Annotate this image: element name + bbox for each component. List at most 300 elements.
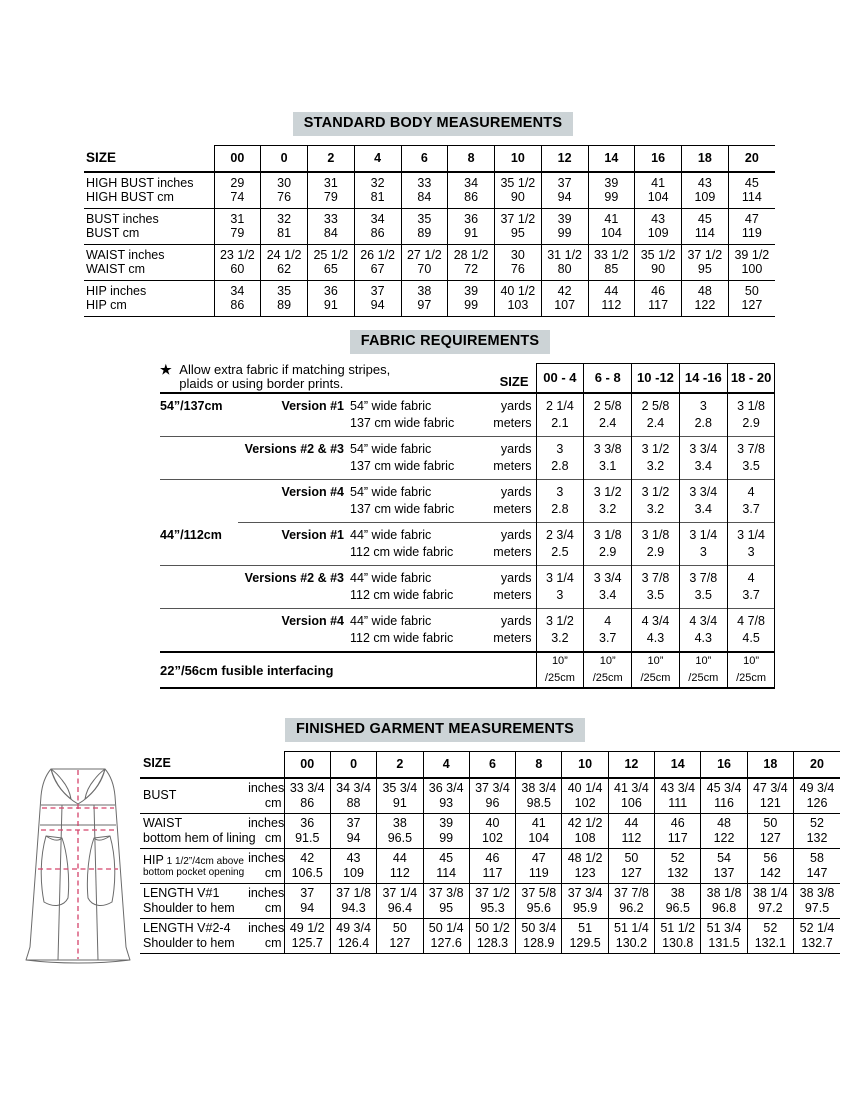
val-cm: 114 bbox=[741, 190, 762, 204]
finished-header-row bbox=[140, 751, 840, 778]
fabric-yards-cell-5-2: 4 3/4 bbox=[632, 609, 680, 631]
fabric-meters-cell-3-1: 2.9 bbox=[584, 544, 632, 566]
finished-size-col-7: 12 bbox=[608, 751, 654, 778]
val-cm: 104 bbox=[600, 226, 622, 240]
val-cm: 94.3 bbox=[341, 900, 366, 915]
standard-cell-2-4 bbox=[401, 244, 448, 280]
standard-cell-3-10 bbox=[682, 280, 729, 316]
standard-cell-3-2 bbox=[308, 280, 355, 316]
val-cm: 91 bbox=[392, 795, 407, 810]
val-inches: 50 bbox=[763, 815, 778, 830]
val-cm: 127 bbox=[759, 830, 781, 845]
standard-cell-0-5 bbox=[448, 172, 495, 209]
val-cm: 126.4 bbox=[337, 935, 370, 950]
standard-cell-1-9 bbox=[635, 208, 682, 244]
val-cm: 89 bbox=[417, 226, 432, 240]
val-cm: 70 bbox=[417, 262, 432, 276]
fabric-yards-cell-0-4: 3 1/8 bbox=[727, 393, 775, 415]
finished-size-col-10: 18 bbox=[747, 751, 793, 778]
val-inches: 32 bbox=[277, 211, 292, 226]
val-inches: 47 bbox=[531, 850, 546, 865]
val-inches: 37 1/2 bbox=[475, 885, 510, 900]
val-cm: 97.2 bbox=[758, 900, 783, 915]
val-cm: 106 bbox=[620, 795, 642, 810]
fabric-width-label-1 bbox=[160, 437, 238, 459]
unit-cm: cm bbox=[264, 935, 282, 950]
fabric-size-range-4: 18 - 20 bbox=[727, 363, 775, 393]
finished-size-col-9: 16 bbox=[701, 751, 747, 778]
finished-table-body bbox=[140, 778, 840, 954]
fabric-row-meters-4 bbox=[160, 587, 775, 609]
val-inches: 33 bbox=[417, 175, 432, 190]
fabric-width-label-5 bbox=[160, 609, 238, 631]
val-inches: 35 bbox=[417, 211, 432, 226]
val-cm: 132.1 bbox=[754, 935, 786, 950]
fabric-width-label-2 bbox=[160, 480, 238, 502]
val-inches: 43 bbox=[651, 211, 666, 226]
finished-cell-0-11 bbox=[794, 778, 840, 814]
val-cm: 99 bbox=[604, 190, 619, 204]
val-cm: 93 bbox=[439, 795, 454, 810]
standard-cell-1-6 bbox=[495, 208, 542, 244]
standard-row-label-3 bbox=[84, 280, 214, 316]
val-inches: 50 bbox=[624, 850, 639, 865]
fabric-width-desc-yards-3: 44” wide fabric bbox=[350, 523, 490, 545]
val-cm: 88 bbox=[346, 795, 361, 810]
val-inches: 35 bbox=[277, 283, 292, 298]
val-cm: 76 bbox=[510, 262, 525, 276]
val-inches: 32 bbox=[370, 175, 385, 190]
label-inches: BUST inches bbox=[86, 211, 159, 226]
finished-row-2 bbox=[140, 848, 840, 883]
fabric-meters-cell-0-1: 2.4 bbox=[584, 415, 632, 437]
finished-cell-2-5 bbox=[516, 848, 562, 883]
finished-cell-2-3 bbox=[423, 848, 469, 883]
fabric-version-spacer-1 bbox=[238, 458, 350, 480]
unit-cm: cm bbox=[264, 900, 282, 915]
val-cm: 117 bbox=[667, 830, 688, 845]
dress-left-pocket bbox=[41, 836, 68, 905]
standard-cell-0-6 bbox=[495, 172, 542, 209]
standard-cell-2-9 bbox=[635, 244, 682, 280]
val-inches: 44 bbox=[624, 815, 639, 830]
val-inches: 41 bbox=[531, 815, 546, 830]
standard-cell-1-5 bbox=[448, 208, 495, 244]
fabric-yards-cell-3-1: 3 1/8 bbox=[584, 523, 632, 545]
finished-cell-2-4 bbox=[469, 848, 515, 883]
val-inches: 45 bbox=[744, 175, 759, 190]
standard-size-col-8: 14 bbox=[588, 145, 635, 172]
val-inches: 27 1/2 bbox=[406, 247, 442, 262]
fabric-note-star: ★ bbox=[160, 362, 172, 377]
fabric-meters-cell-5-1: 3.7 bbox=[584, 630, 632, 652]
val-cm: 104 bbox=[528, 830, 550, 845]
fabric-width-desc-yards-2: 54” wide fabric bbox=[350, 480, 490, 502]
val-inches: 37 bbox=[346, 815, 361, 830]
finished-size-col-3: 4 bbox=[423, 751, 469, 778]
val-inches: 54 bbox=[717, 850, 731, 865]
fabric-version-spacer-2 bbox=[238, 501, 350, 523]
val-cm: 131.5 bbox=[708, 935, 740, 950]
val-cm: 84 bbox=[417, 190, 432, 204]
finished-cell-1-5 bbox=[516, 813, 562, 848]
val-inches: 50 bbox=[744, 283, 759, 298]
fabric-width-spacer-1 bbox=[160, 458, 238, 480]
standard-measurements-table bbox=[84, 145, 775, 317]
finished-size-col-11: 20 bbox=[794, 751, 840, 778]
finished-row-label-1 bbox=[140, 813, 256, 848]
fabric-header-row bbox=[160, 363, 775, 393]
val-cm: 84 bbox=[323, 226, 338, 240]
val-inches: 48 1/2 bbox=[567, 850, 603, 865]
standard-size-col-1: 0 bbox=[261, 145, 308, 172]
val-cm: 67 bbox=[370, 262, 385, 276]
standard-cell-3-4 bbox=[401, 280, 448, 316]
val-inches: 47 bbox=[744, 211, 759, 226]
fabric-meters-cell-2-1: 3.2 bbox=[584, 501, 632, 523]
standard-cell-2-3 bbox=[354, 244, 401, 280]
finished-cell-1-3 bbox=[423, 813, 469, 848]
fabric-meters-cell-0-0: 2.1 bbox=[536, 415, 584, 437]
fabric-width-desc-meters-3: 112 cm wide fabric bbox=[350, 545, 454, 559]
val-cm: 100 bbox=[741, 262, 763, 276]
standard-cell-3-11 bbox=[728, 280, 775, 316]
val-cm: 127 bbox=[620, 865, 642, 880]
val-inches: 37 3/4 bbox=[475, 780, 510, 795]
fabric-version-label-0: Version #1 bbox=[281, 399, 344, 413]
finished-measurements-table bbox=[140, 751, 840, 954]
finished-cell-2-1 bbox=[330, 848, 376, 883]
finished-table-head bbox=[140, 751, 840, 778]
val-cm: 85 bbox=[604, 262, 619, 276]
standard-row-label-2 bbox=[84, 244, 214, 280]
fabric-version-label-3: Version #1 bbox=[238, 523, 350, 545]
finished-row-label-4 bbox=[140, 918, 248, 953]
fabric-meters-cell-2-3: 3.4 bbox=[679, 501, 727, 523]
val-inches: 39 bbox=[557, 211, 572, 226]
fabric-unit-yards-3: yards bbox=[490, 523, 536, 545]
val-inches: 38 bbox=[417, 283, 432, 298]
fabric-row-yards-4 bbox=[160, 566, 775, 588]
finished-cell-3-9 bbox=[701, 883, 747, 918]
finished-cell-1-11 bbox=[794, 813, 840, 848]
finished-cell-0-9 bbox=[701, 778, 747, 814]
val-cm: 127 bbox=[389, 935, 411, 950]
finished-row-sub: Shoulder to hem bbox=[143, 900, 235, 915]
finished-cell-0-10 bbox=[747, 778, 793, 814]
val-cm: 99 bbox=[557, 226, 572, 240]
val-cm: 112 bbox=[621, 830, 642, 845]
fabric-row-yards-1 bbox=[160, 437, 775, 459]
standard-cell-2-5 bbox=[448, 244, 495, 280]
fabric-yards-cell-5-1: 4 bbox=[584, 609, 632, 631]
fabric-width-label-0: 54”/137cm bbox=[160, 399, 223, 413]
val-inches: 33 3/4 bbox=[289, 780, 325, 795]
finished-cell-3-7 bbox=[608, 883, 654, 918]
standard-cell-3-3 bbox=[354, 280, 401, 316]
standard-size-col-0: 00 bbox=[214, 145, 261, 172]
val-inches: 38 1/4 bbox=[752, 885, 788, 900]
fabric-unit-meters-3: meters bbox=[493, 545, 532, 559]
fabric-unit-yards-0: yards bbox=[500, 399, 532, 413]
fabric-yards-cell-0-3: 3 bbox=[679, 393, 727, 415]
val-cm: 90 bbox=[651, 262, 666, 276]
val-inches: 51 bbox=[578, 920, 593, 935]
val-cm: 96.2 bbox=[619, 900, 644, 915]
finished-size-col-2: 2 bbox=[377, 751, 423, 778]
val-cm: 80 bbox=[557, 262, 572, 276]
fabric-meters-cell-0-3: 2.8 bbox=[679, 415, 727, 437]
val-inches: 31 1/2 bbox=[547, 247, 582, 262]
fabric-row-yards-2 bbox=[160, 480, 775, 502]
finished-cell-4-1 bbox=[330, 918, 376, 953]
fabric-unit-meters-2: meters bbox=[493, 502, 532, 516]
standard-row-2 bbox=[84, 244, 775, 280]
standard-cell-3-7 bbox=[541, 280, 588, 316]
standard-cell-1-7 bbox=[541, 208, 588, 244]
finished-cell-4-4 bbox=[469, 918, 515, 953]
finished-cell-1-2 bbox=[377, 813, 423, 848]
val-cm: 132 bbox=[806, 830, 828, 845]
finished-cell-4-8 bbox=[655, 918, 701, 953]
val-inches: 25 1/2 bbox=[313, 247, 349, 262]
standard-row-label-1 bbox=[84, 208, 214, 244]
val-cm: 95 bbox=[439, 900, 454, 915]
finished-cell-3-8 bbox=[655, 883, 701, 918]
val-cm: 137 bbox=[713, 865, 735, 880]
val-cm: 109 bbox=[694, 190, 716, 204]
fabric-version-spacer-3 bbox=[238, 544, 350, 566]
val-cm: 97.5 bbox=[804, 900, 830, 915]
dress-right-pocket bbox=[87, 836, 114, 905]
val-inches: 51 1/4 bbox=[614, 920, 649, 935]
standard-size-label: SIZE bbox=[86, 149, 117, 165]
standard-size-col-3: 4 bbox=[354, 145, 401, 172]
val-cm: 72 bbox=[464, 262, 479, 276]
finished-cell-3-2 bbox=[377, 883, 423, 918]
val-inches: 31 bbox=[323, 175, 338, 190]
val-cm: 96 bbox=[485, 795, 500, 810]
val-inches: 39 bbox=[604, 175, 619, 190]
fabric-interfacing-cell-2: 10” /25cm bbox=[632, 652, 680, 688]
finished-row-3 bbox=[140, 883, 840, 918]
fabric-width-spacer-3 bbox=[160, 544, 238, 566]
fabric-version-spacer-0 bbox=[238, 415, 350, 437]
val-inches: 50 1/2 bbox=[475, 920, 510, 935]
fabric-yards-cell-1-1: 3 3/8 bbox=[584, 437, 632, 459]
val-cm: 117 bbox=[482, 865, 503, 880]
fabric-meters-cell-1-2: 3.2 bbox=[632, 458, 680, 480]
finished-cell-1-7 bbox=[608, 813, 654, 848]
val-inches: 38 bbox=[670, 885, 685, 900]
fabric-meters-cell-3-4: 3 bbox=[727, 544, 775, 566]
fabric-unit-yards-5: yards bbox=[490, 609, 536, 631]
finished-units-0 bbox=[248, 778, 284, 814]
finished-cell-3-0 bbox=[284, 883, 330, 918]
standard-cell-0-3 bbox=[354, 172, 401, 209]
standard-table-head bbox=[84, 145, 775, 172]
val-inches: 37 1/4 bbox=[382, 885, 418, 900]
fabric-meters-cell-1-3: 3.4 bbox=[679, 458, 727, 480]
finished-row-sub2: bottom pocket opening bbox=[143, 866, 245, 878]
fabric-unit-yards-1: yards bbox=[490, 437, 536, 459]
fabric-version-spacer-5 bbox=[238, 630, 350, 652]
fabric-version-label-4: Versions #2 & #3 bbox=[238, 566, 350, 588]
val-cm: 108 bbox=[574, 830, 596, 845]
fabric-yards-cell-2-4: 4 bbox=[727, 480, 775, 502]
fabric-row-meters-3 bbox=[160, 544, 775, 566]
val-cm: 111 bbox=[668, 795, 688, 810]
val-inches: 49 3/4 bbox=[799, 780, 835, 795]
finished-row-name: BUST bbox=[143, 788, 177, 802]
val-cm: 128.9 bbox=[523, 935, 555, 950]
val-inches: 43 bbox=[346, 850, 361, 865]
fabric-meters-cell-5-3: 4.3 bbox=[679, 630, 727, 652]
standard-cell-2-7 bbox=[541, 244, 588, 280]
fabric-yards-cell-2-1: 3 1/2 bbox=[584, 480, 632, 502]
standard-header-row bbox=[84, 145, 775, 172]
finished-row-sub: bottom hem of lining bbox=[143, 830, 256, 845]
val-inches: 37 3/8 bbox=[428, 885, 464, 900]
val-inches: 31 bbox=[230, 211, 245, 226]
val-cm: 81 bbox=[277, 226, 292, 240]
fabric-size-label: SIZE bbox=[499, 374, 529, 389]
val-cm: 99 bbox=[464, 298, 479, 312]
finished-cell-3-11 bbox=[794, 883, 840, 918]
fabric-yards-cell-1-2: 3 1/2 bbox=[632, 437, 680, 459]
standard-size-col-2: 2 bbox=[308, 145, 355, 172]
unit-cm: cm bbox=[264, 865, 282, 880]
val-inches: 44 bbox=[604, 283, 619, 298]
standard-cell-1-2 bbox=[308, 208, 355, 244]
fabric-row-yards-5 bbox=[160, 609, 775, 631]
fabric-row-yards-3 bbox=[160, 523, 775, 545]
fabric-requirements-section bbox=[0, 330, 860, 689]
val-inches: 36 bbox=[323, 283, 338, 298]
fabric-width-desc-yards-1: 54” wide fabric bbox=[350, 437, 490, 459]
standard-size-col-5: 8 bbox=[448, 145, 495, 172]
fabric-unit-yards-2: yards bbox=[490, 480, 536, 502]
val-cm: 91 bbox=[464, 226, 479, 240]
unit-inches: inches bbox=[248, 885, 285, 900]
fabric-yards-cell-4-0: 3 1/4 bbox=[536, 566, 584, 588]
val-cm: 126 bbox=[806, 795, 828, 810]
val-cm: 95.3 bbox=[480, 900, 505, 915]
finished-cell-0-7 bbox=[608, 778, 654, 814]
finished-section-title: FINISHED GARMENT MEASUREMENTS bbox=[285, 718, 585, 742]
fabric-width-spacer-0 bbox=[160, 415, 238, 437]
val-inches: 46 bbox=[651, 283, 666, 298]
dress-illustration-svg bbox=[18, 752, 138, 987]
unit-inches: inches bbox=[248, 780, 285, 795]
val-cm: 112 bbox=[601, 298, 622, 312]
finished-cell-4-3 bbox=[423, 918, 469, 953]
fabric-meters-cell-5-4: 4.5 bbox=[727, 630, 775, 652]
finished-cell-1-1 bbox=[330, 813, 376, 848]
val-inches: 37 1/8 bbox=[336, 885, 371, 900]
val-cm: 102 bbox=[482, 830, 503, 845]
finished-row-name: LENGTH V#1 bbox=[143, 885, 220, 900]
fabric-meters-cell-4-1: 3.4 bbox=[584, 587, 632, 609]
fabric-interfacing-cell-4: 10” /25cm bbox=[727, 652, 775, 688]
fabric-unit-meters-4: meters bbox=[493, 588, 532, 602]
fabric-yards-cell-1-0: 3 bbox=[536, 437, 584, 459]
val-inches: 35 3/4 bbox=[382, 780, 418, 795]
fabric-width-desc-meters-2: 137 cm wide fabric bbox=[350, 502, 455, 516]
label-cm: HIP cm bbox=[86, 298, 127, 312]
standard-cell-0-9 bbox=[635, 172, 682, 209]
fabric-row-meters-5 bbox=[160, 630, 775, 652]
finished-cell-3-6 bbox=[562, 883, 608, 918]
finished-cell-0-3 bbox=[423, 778, 469, 814]
val-inches: 38 bbox=[392, 815, 407, 830]
fabric-yards-cell-3-2: 3 1/8 bbox=[632, 523, 680, 545]
fabric-yards-cell-0-2: 2 5/8 bbox=[632, 393, 680, 415]
fabric-yards-cell-3-3: 3 1/4 bbox=[679, 523, 727, 545]
val-cm: 119 bbox=[741, 226, 762, 240]
finished-row-0 bbox=[140, 778, 840, 814]
val-inches: 34 3/4 bbox=[336, 780, 371, 795]
val-inches: 39 bbox=[439, 815, 454, 830]
finished-cell-4-2 bbox=[377, 918, 423, 953]
fabric-meters-cell-5-2: 4.3 bbox=[632, 630, 680, 652]
fabric-meters-cell-3-3: 3 bbox=[679, 544, 727, 566]
finished-cell-3-3 bbox=[423, 883, 469, 918]
val-inches: 41 bbox=[651, 175, 666, 190]
standard-cell-0-0 bbox=[214, 172, 261, 209]
standard-cell-3-5 bbox=[448, 280, 495, 316]
fabric-meters-cell-3-2: 2.9 bbox=[632, 544, 680, 566]
val-cm: 86 bbox=[464, 190, 479, 204]
val-cm: 79 bbox=[230, 226, 245, 240]
fabric-meters-cell-1-1: 3.1 bbox=[584, 458, 632, 480]
val-cm: 142 bbox=[759, 865, 781, 880]
val-cm: 94 bbox=[557, 190, 572, 204]
val-inches: 34 bbox=[464, 175, 479, 190]
standard-cell-3-6 bbox=[495, 280, 542, 316]
val-inches: 41 bbox=[604, 211, 619, 226]
standard-banner-wrap bbox=[0, 112, 860, 136]
finished-row-name: HIP bbox=[143, 852, 164, 867]
label-cm: BUST cm bbox=[86, 226, 140, 240]
fabric-yards-cell-5-0: 3 1/2 bbox=[536, 609, 584, 631]
finished-cell-4-10 bbox=[747, 918, 793, 953]
fabric-width-desc-meters-4: 112 cm wide fabric bbox=[350, 588, 454, 602]
val-cm: 60 bbox=[230, 262, 245, 276]
standard-row-label-0 bbox=[84, 172, 214, 209]
val-inches: 33 bbox=[323, 211, 338, 226]
fabric-version-spacer-4 bbox=[238, 587, 350, 609]
fabric-table-body bbox=[160, 393, 775, 688]
standard-size-col-10: 18 bbox=[682, 145, 729, 172]
standard-size-col-9: 16 bbox=[635, 145, 682, 172]
standard-row-0 bbox=[84, 172, 775, 209]
standard-row-1 bbox=[84, 208, 775, 244]
finished-cell-2-11 bbox=[794, 848, 840, 883]
standard-size-col-6: 10 bbox=[495, 145, 542, 172]
fabric-yards-cell-1-3: 3 3/4 bbox=[679, 437, 727, 459]
val-inches: 37 3/4 bbox=[567, 885, 603, 900]
val-cm: 122 bbox=[694, 298, 716, 312]
val-cm: 95.6 bbox=[526, 900, 551, 915]
val-inches: 50 bbox=[392, 920, 407, 935]
val-inches: 47 3/4 bbox=[752, 780, 788, 795]
standard-cell-2-6 bbox=[495, 244, 542, 280]
fabric-version-label-5: Version #4 bbox=[238, 609, 350, 631]
fabric-meters-cell-2-2: 3.2 bbox=[632, 501, 680, 523]
finished-cell-4-9 bbox=[701, 918, 747, 953]
standard-row-3 bbox=[84, 280, 775, 316]
